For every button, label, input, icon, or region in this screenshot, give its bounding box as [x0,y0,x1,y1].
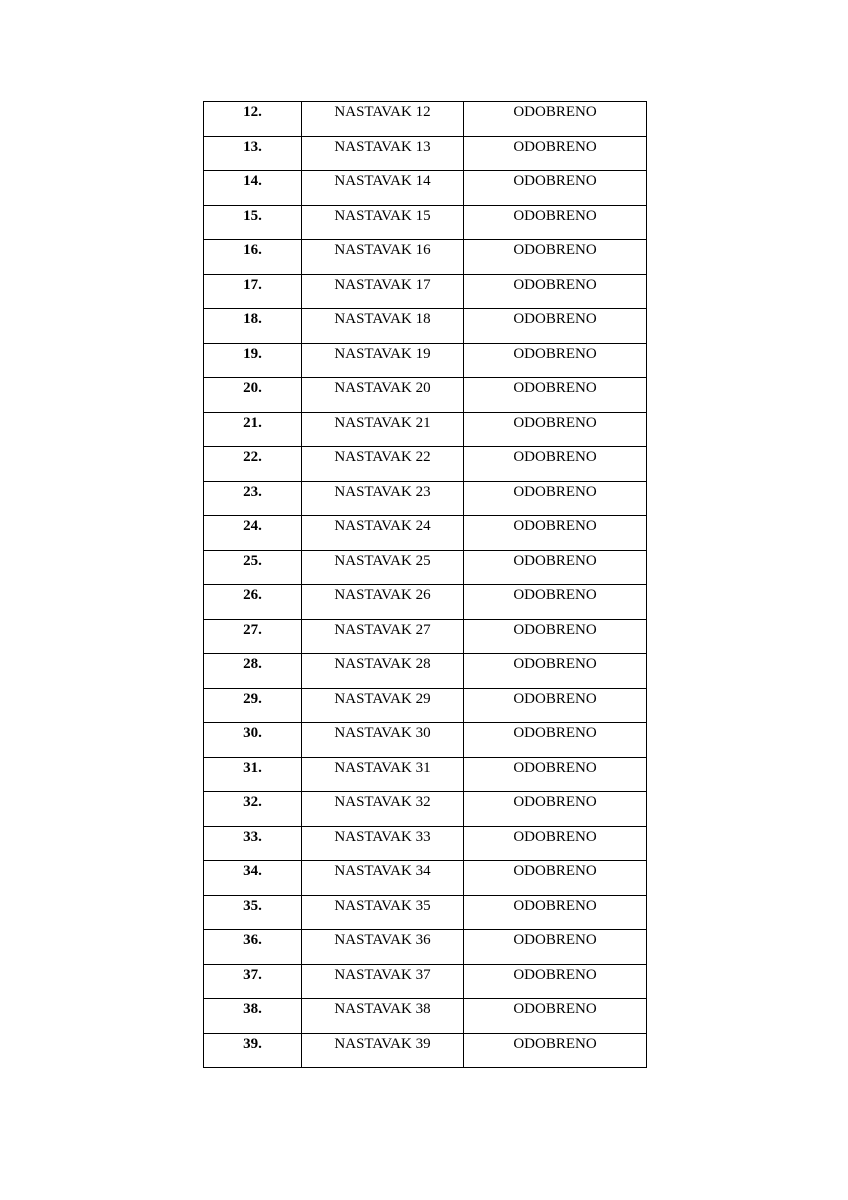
status-cell: ODOBRENO [464,930,647,965]
table-row [204,274,647,309]
row-number-cell: 15. [204,205,302,240]
row-number-cell: 33. [204,826,302,861]
table-row [204,412,647,447]
status-cell: ODOBRENO [464,412,647,447]
status-cell: ODOBRENO [464,447,647,482]
row-number-cell: 32. [204,792,302,827]
status-cell: ODOBRENO [464,895,647,930]
status-cell: ODOBRENO [464,654,647,689]
item-name-cell: NASTAVAK 34 [302,861,464,896]
table-row [204,930,647,965]
status-cell: ODOBRENO [464,274,647,309]
item-name-cell: NASTAVAK 33 [302,826,464,861]
item-name-cell: NASTAVAK 14 [302,171,464,206]
row-number-cell: 29. [204,688,302,723]
item-name-cell: NASTAVAK 16 [302,240,464,275]
row-number-cell: 36. [204,930,302,965]
table-row [204,136,647,171]
row-number-cell: 26. [204,585,302,620]
row-number-cell: 17. [204,274,302,309]
table-row [204,654,647,689]
item-name-cell: NASTAVAK 36 [302,930,464,965]
item-name-cell: NASTAVAK 24 [302,516,464,551]
status-cell: ODOBRENO [464,343,647,378]
table-row [204,895,647,930]
row-number-cell: 35. [204,895,302,930]
status-cell: ODOBRENO [464,792,647,827]
table-row [204,585,647,620]
status-cell: ODOBRENO [464,723,647,758]
table-row [204,826,647,861]
item-name-cell: NASTAVAK 35 [302,895,464,930]
item-name-cell: NASTAVAK 27 [302,619,464,654]
row-number-cell: 37. [204,964,302,999]
item-name-cell: NASTAVAK 25 [302,550,464,585]
status-cell: ODOBRENO [464,585,647,620]
item-name-cell: NASTAVAK 12 [302,102,464,137]
status-cell: ODOBRENO [464,688,647,723]
status-cell: ODOBRENO [464,136,647,171]
item-name-cell: NASTAVAK 39 [302,1033,464,1068]
item-name-cell: NASTAVAK 32 [302,792,464,827]
item-name-cell: NASTAVAK 37 [302,964,464,999]
row-number-cell: 34. [204,861,302,896]
row-number-cell: 14. [204,171,302,206]
row-number-cell: 12. [204,102,302,137]
item-name-cell: NASTAVAK 18 [302,309,464,344]
table-row [204,481,647,516]
table-row [204,999,647,1034]
table-row [204,757,647,792]
table-row [204,861,647,896]
approval-table-body [204,102,647,1068]
status-cell: ODOBRENO [464,205,647,240]
status-cell: ODOBRENO [464,516,647,551]
status-cell: ODOBRENO [464,999,647,1034]
table-row [204,447,647,482]
table-row [204,688,647,723]
table-row [204,619,647,654]
item-name-cell: NASTAVAK 30 [302,723,464,758]
item-name-cell: NASTAVAK 38 [302,999,464,1034]
row-number-cell: 16. [204,240,302,275]
item-name-cell: NASTAVAK 28 [302,654,464,689]
item-name-cell: NASTAVAK 13 [302,136,464,171]
table-row [204,205,647,240]
row-number-cell: 23. [204,481,302,516]
table-row [204,550,647,585]
table-row [204,343,647,378]
status-cell: ODOBRENO [464,481,647,516]
row-number-cell: 19. [204,343,302,378]
status-cell: ODOBRENO [464,1033,647,1068]
status-cell: ODOBRENO [464,964,647,999]
status-cell: ODOBRENO [464,619,647,654]
item-name-cell: NASTAVAK 17 [302,274,464,309]
table-row [204,516,647,551]
row-number-cell: 24. [204,516,302,551]
item-name-cell: NASTAVAK 22 [302,447,464,482]
table-row [204,792,647,827]
row-number-cell: 28. [204,654,302,689]
table-row [204,378,647,413]
status-cell: ODOBRENO [464,309,647,344]
row-number-cell: 27. [204,619,302,654]
row-number-cell: 20. [204,378,302,413]
table-row [204,309,647,344]
table-row [204,240,647,275]
approval-table [203,101,647,1068]
status-cell: ODOBRENO [464,861,647,896]
row-number-cell: 18. [204,309,302,344]
table-row [204,1033,647,1068]
row-number-cell: 30. [204,723,302,758]
item-name-cell: NASTAVAK 26 [302,585,464,620]
status-cell: ODOBRENO [464,240,647,275]
item-name-cell: NASTAVAK 23 [302,481,464,516]
table-row [204,723,647,758]
row-number-cell: 38. [204,999,302,1034]
row-number-cell: 22. [204,447,302,482]
item-name-cell: NASTAVAK 20 [302,378,464,413]
status-cell: ODOBRENO [464,550,647,585]
status-cell: ODOBRENO [464,171,647,206]
row-number-cell: 21. [204,412,302,447]
item-name-cell: NASTAVAK 19 [302,343,464,378]
item-name-cell: NASTAVAK 29 [302,688,464,723]
table-row [204,102,647,137]
table-row [204,964,647,999]
item-name-cell: NASTAVAK 31 [302,757,464,792]
status-cell: ODOBRENO [464,826,647,861]
status-cell: ODOBRENO [464,102,647,137]
row-number-cell: 39. [204,1033,302,1068]
row-number-cell: 25. [204,550,302,585]
row-number-cell: 31. [204,757,302,792]
item-name-cell: NASTAVAK 21 [302,412,464,447]
status-cell: ODOBRENO [464,378,647,413]
table-row [204,171,647,206]
status-cell: ODOBRENO [464,757,647,792]
row-number-cell: 13. [204,136,302,171]
item-name-cell: NASTAVAK 15 [302,205,464,240]
